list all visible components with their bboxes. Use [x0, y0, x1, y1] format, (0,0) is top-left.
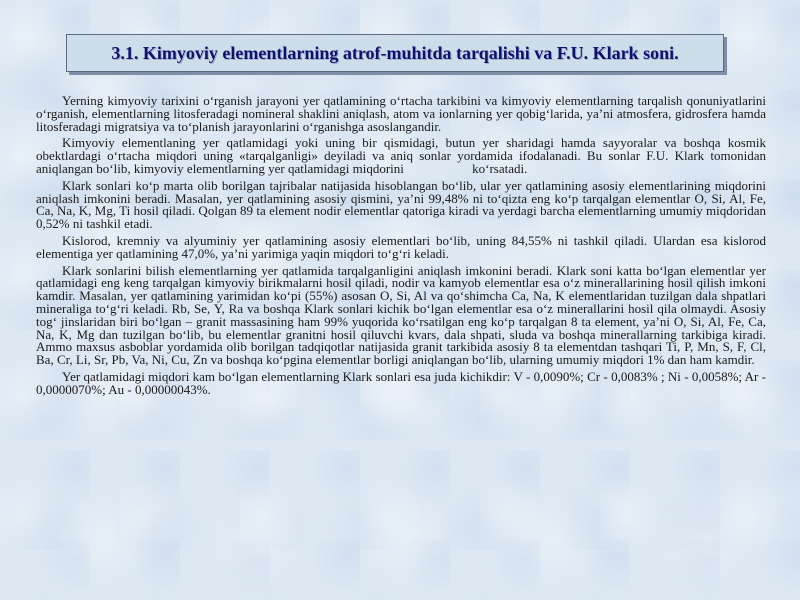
title-box	[66, 34, 724, 72]
paragraph-5: Klark sonlarini bilish elementlarning yer qatlamida tarqalganligini aniqlash imkonini beradi. Klark soni katta boʻlgan elementlar yer qatlamidagi eng keng tarqalgan kimyoviy birikmalarni hosil qiladi, nodir va kamyob elementlar esa oʻz minerallarining hosil qilish imkoni kamdir. Masalan, yer qatlamining yarimidan koʻpi (55%) asosan O, Si, Al va qoʻshimcha Ca, Na, K elementlaridan tuzilgan dala shpatlari mineraliga toʻgʻri keladi. Rb, Se, Y, Ra va boshqa Klark sonlari kichik boʻlgan elementlar esa oʻz minerallarini hosil qila olmaydi. Asosiy togʻ jinslaridan biri boʻlgan – granit massasining ham 99% yuqorida koʻrsatilgan eng koʻp tarqalgan 8 ta element, yaʼni O, Si, Al, Fe, Ca, Na, K, Mg dan tuzilgan boʻlib, bu elementlar granitni hosil qiluvchi kvars, dala shpati, sluda va boshqa minerallarning tarkibiga kiradi. Ammo maxsus asboblar yordamida olib borilgan tadqiqotlar natijasida granit tarkibida asosiy 8 ta elementdan tashqari Ti, P, Mn, S, F, Cl, Ba, Cr, Li, Sr, Pb, Va, Ni, Cu, Zn va boshqa koʻpgina elementlar borligi aniqlangan boʻlib, ularning umumiy miqdori 1% dan ham kamdir.	[36, 262, 766, 368]
paragraph-2: Kimyoviy elementlaning yer qatlamidagi yoki uning bir qismidagi, butun yer sharidagi hamda sayyoralar va boshqa kosmik obektlardagi oʻrtacha miqdori uning «tarqalganligi» deyiladi va aniq sonlar yordamida ifodalanadi. Bu sonlar F.U. Klark tomonidan aniqlangan boʻlib, kimyoviy elementlarning yer qatlamidagi miqdorini koʻrsatadi.	[36, 135, 770, 176]
paragraph-3: Klark sonlari koʻp marta olib borilgan tajribalar natijasida hisoblangan boʻlib, ular yer qatlamining asosiy elementlarining miqdorini aniqlash imkonini beradi. Masalan, yer qatlamining asosiy qismini, yaʼni 99,48% ni toʻqizta eng koʻp tarqalgan elementlar O, Si, Al, Fe, Ca, Na, K, Mg, Ti hosil qiladi. Qolgan 89 ta element nodir elementlar qatoriga kiradi va yerdagi barcha elementlarning umumiy miqdoridan 0,52% ni tashkil etadi.	[36, 177, 766, 232]
paragraph-6: Yer qatlamidagi miqdori kam boʻlgan elementlarning Klark sonlari esa juda kichikdir: V - 0,0090%; Cr - 0,0083% ; Ni - 0,0058%; Ar - 0,0000070%; Au - 0,00000043%.	[36, 368, 766, 397]
slide-title: 3.1. Kimyoviy elementlarning atrof-muhitda tarqalishi va F.U. Klark soni.	[111, 42, 679, 63]
paragraph-4: Kislorod, kremniy va alyuminiy yer qatlamining asosiy elementlari boʻlib, uning 84,55% ni tashkil qiladi. Ulardan esa kislorod elementiga yer qatlamining 47,0%, yaʼni yarimiga yaqin miqdori toʻgʻri keladi.	[36, 232, 766, 261]
slide-body	[36, 93, 770, 401]
paragraph-1: Yerning kimyoviy tarixini oʻrganish jarayoni yer qatlamining oʻrtacha tarkibini va kimyoviy elementlarning tarqalish qonuniyatlarini oʻrganish, elementlarning litosferadagi nomineral shaklini aniqlash, atom va ionlarning yer qobigʻlarida, yaʼni atmosfera, gidrosfera hamda litosferadagi migratsiya va toʻplanish jarayonlarini oʻrganishga asoslangandir.	[36, 93, 766, 134]
